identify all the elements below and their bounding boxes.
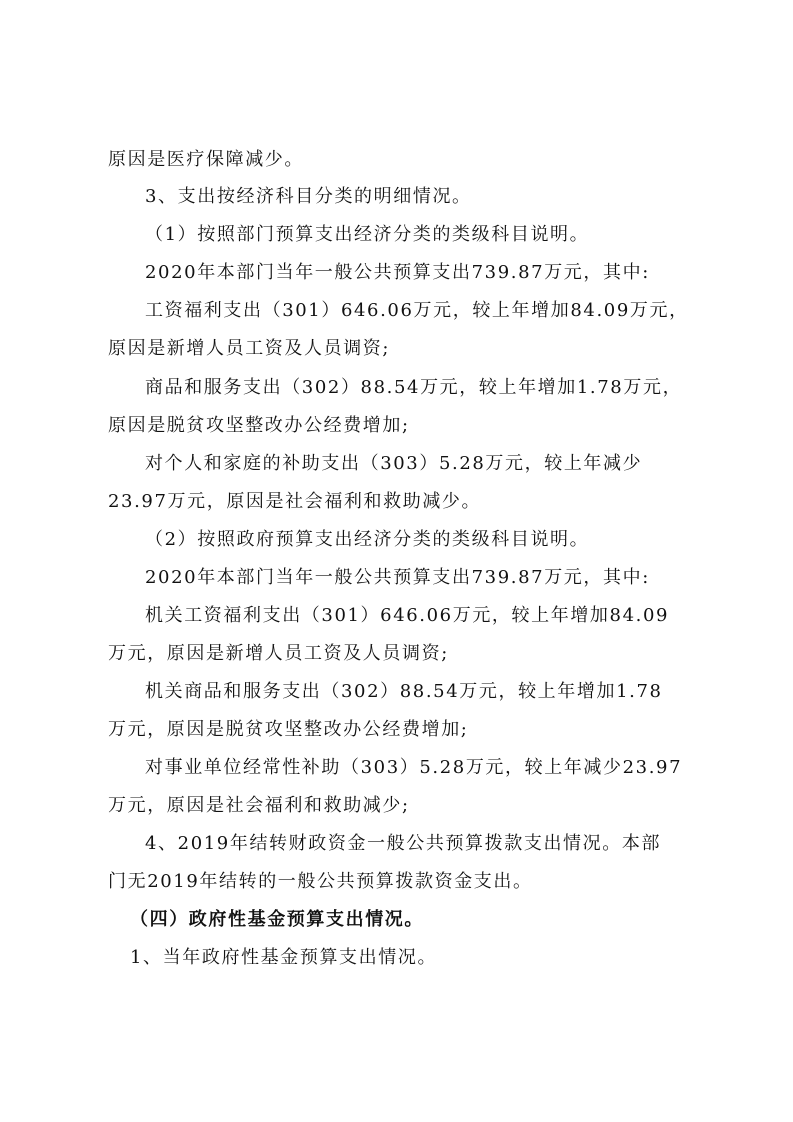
paragraph-line: 商品和服务支出（302）88.54万元，较上年增加1.78万元， [145, 377, 683, 398]
section-heading: 3、支出按经济科目分类的明细情况。 [145, 186, 472, 207]
paragraph-line: 原因是脱贫攻坚整改办公经费增加; [108, 415, 410, 436]
paragraph-line: 原因是新增人员工资及人员调资; [108, 338, 391, 359]
section-heading: 1、当年政府性基金预算支出情况。 [130, 947, 438, 968]
chapter-heading: （四）政府性基金预算支出情况。 [130, 909, 424, 930]
paragraph-line: 2020年本部门当年一般公共预算支出739.87万元，其中: [145, 567, 650, 588]
paragraph-line: 对个人和家庭的补助支出（303）5.28万元，较上年减少 [145, 453, 643, 474]
paragraph-line: 机关工资福利支出（301）646.06万元，较上年增加84.09 [145, 605, 670, 626]
paragraph-line: 机关商品和服务支出（302）88.54万元，较上年增加1.78 [145, 681, 663, 702]
paragraph-line: 原因是医疗保障减少。 [108, 149, 304, 170]
paragraph-line: 万元，原因是社会福利和救助减少; [108, 795, 410, 816]
paragraph-line: 2020年本部门当年一般公共预算支出739.87万元，其中: [145, 262, 650, 283]
paragraph-line: 万元，原因是脱贫攻坚整改办公经费增加; [108, 719, 469, 740]
subsection-heading: （1）按照部门预算支出经济分类的类级科目说明。 [145, 224, 590, 245]
paragraph-line: 万元，原因是新增人员工资及人员调资; [108, 643, 449, 664]
section-heading: 4、2019年结转财政资金一般公共预算拨款支出情况。本部 [145, 833, 662, 854]
paragraph-line: 门无2019年结转的一般公共预算拨款资金支出。 [108, 871, 533, 892]
subsection-heading: （2）按照政府预算支出经济分类的类级科目说明。 [145, 529, 590, 550]
paragraph-line: 工资福利支出（301）646.06万元，较上年增加84.09万元， [145, 300, 689, 321]
paragraph-line: 对事业单位经常性补助（303）5.28万元，较上年减少23.97 [145, 757, 683, 778]
paragraph-line: 23.97万元，原因是社会福利和救助减少。 [108, 491, 482, 512]
